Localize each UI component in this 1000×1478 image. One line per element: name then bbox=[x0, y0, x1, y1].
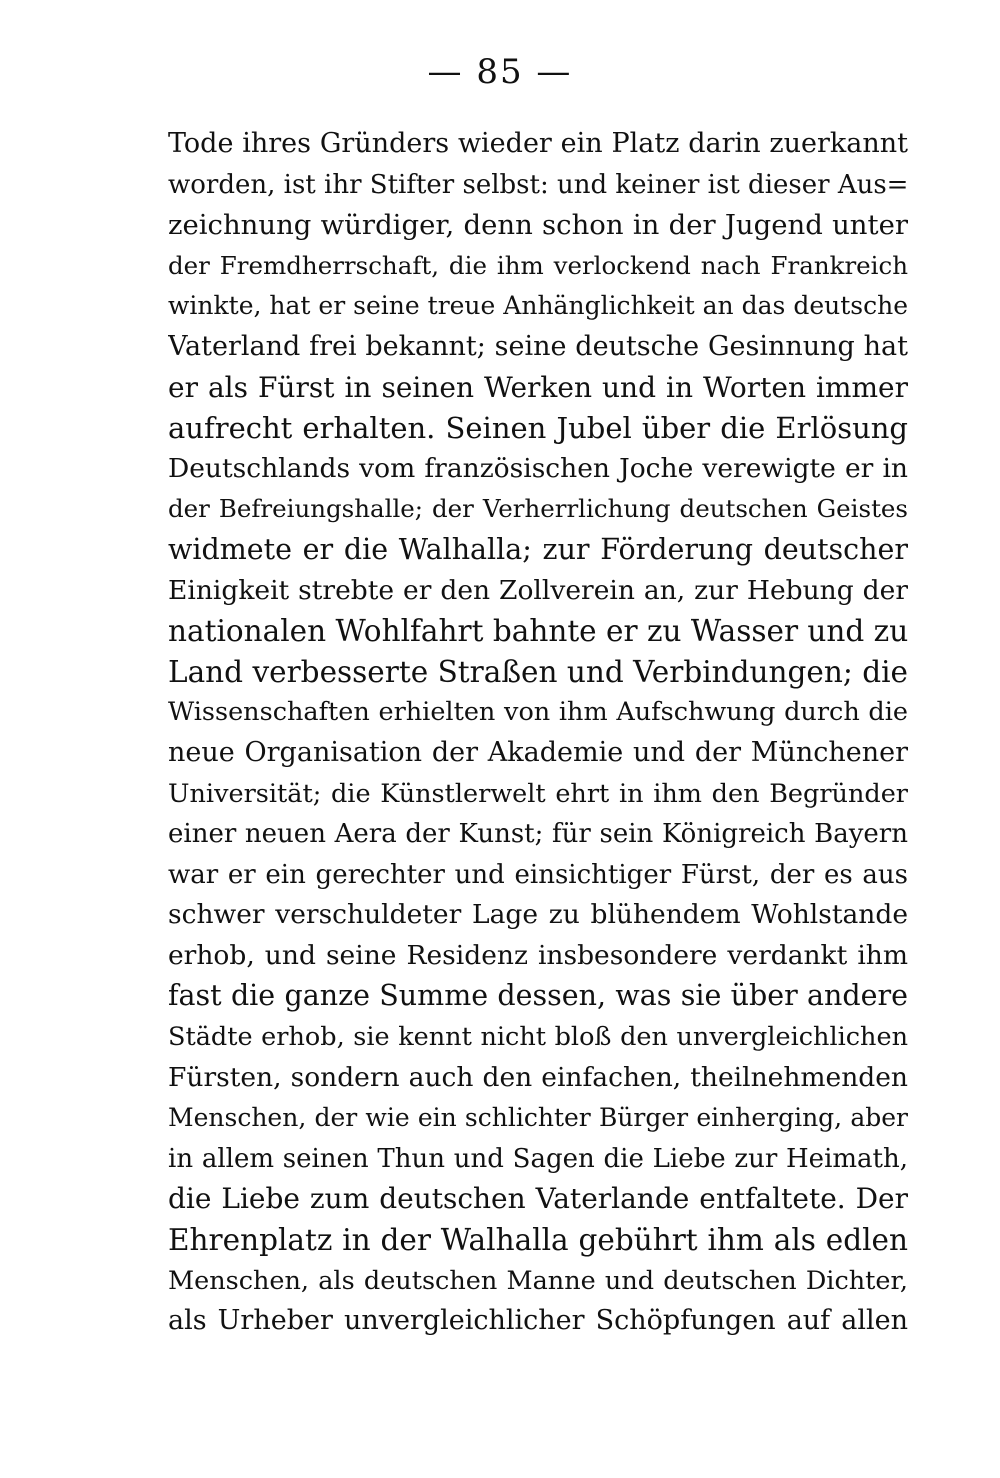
text-line: neue Organisation der Akademie und der Münchener bbox=[168, 736, 908, 768]
text-line: worden, ist ihr Stifter selbst: und keiner ist dieser Aus= bbox=[168, 169, 908, 200]
text-line: einer neuen Aera der Kunst; für sein Königreich Bayern bbox=[168, 819, 908, 850]
text-line: war er ein gerechter und einsichtiger Fürst, der es aus bbox=[168, 859, 908, 890]
text-line: Ehrenplatz in der Walhalla gebührt ihm als edlen bbox=[168, 1223, 908, 1258]
text-line: als Urheber unvergleichlicher Schöpfungen auf allen bbox=[168, 1305, 908, 1337]
text-line: Fürsten, sondern auch den einfachen, theilnehmenden bbox=[168, 1061, 908, 1093]
text-line: Vaterland frei bekannt; seine deutsche Gesinnung hat bbox=[168, 330, 908, 362]
text-line: nationalen Wohlfahrt bahnte er zu Wasser und zu bbox=[168, 614, 908, 649]
text-line: winkte, hat er seine treue Anhänglichkeit an das deutsche bbox=[168, 291, 908, 321]
text-line: in allem seinen Thun und Sagen die Liebe zur Heimath, bbox=[168, 1143, 908, 1174]
body-text bbox=[168, 124, 908, 1342]
text-line: Land verbesserte Straßen und Verbindungen; die bbox=[168, 654, 908, 689]
text-line: fast die ganze Summe dessen, was sie über andere bbox=[168, 979, 908, 1013]
text-line: aufrecht erhalten. Seinen Jubel über die Erlösung bbox=[168, 411, 908, 446]
text-line: schwer verschuldeter Lage zu blühendem Wohlstande bbox=[168, 899, 908, 931]
text-line: der Befreiungshalle; der Verherrlichung deutschen Geistes bbox=[168, 494, 908, 524]
text-line: Städte erhob, sie kennt nicht bloß den unvergleichlichen bbox=[168, 1022, 908, 1053]
text-line: der Fremdherrschaft, die ihm verlockend nach Frankreich bbox=[168, 250, 908, 280]
text-line: die Liebe zum deutschen Vaterlande entfaltete. Der bbox=[168, 1182, 908, 1216]
text-line: erhob, und seine Residenz insbesondere verdankt ihm bbox=[168, 939, 908, 971]
text-line: Tode ihres Gründers wieder ein Platz darin zuerkannt bbox=[168, 128, 908, 159]
text-line: Menschen, der wie ein schlichter Bürger einherging, aber bbox=[168, 1103, 908, 1133]
page-number-header: — 85 — bbox=[427, 52, 573, 92]
text-line: Universität; die Künstlerwelt ehrt in ihm den Begründer bbox=[168, 778, 908, 809]
text-line: er als Fürst in seinen Werken und in Worten immer bbox=[168, 370, 908, 404]
text-line: Einigkeit strebte er den Zollverein an, zur Hebung der bbox=[168, 574, 908, 606]
text-line: zeichnung würdiger, denn schon in der Jugend unter bbox=[168, 209, 908, 242]
text-line: Deutschlands vom französischen Joche verewigte er in bbox=[168, 452, 908, 484]
text-line: Menschen, als deutschen Manne und deutschen Dichter, bbox=[168, 1265, 908, 1296]
text-line: widmete er die Walhalla; zur Förderung deutscher bbox=[168, 532, 908, 566]
text-line: Wissenschaften erhielten von ihm Aufschwung durch die bbox=[168, 697, 908, 728]
